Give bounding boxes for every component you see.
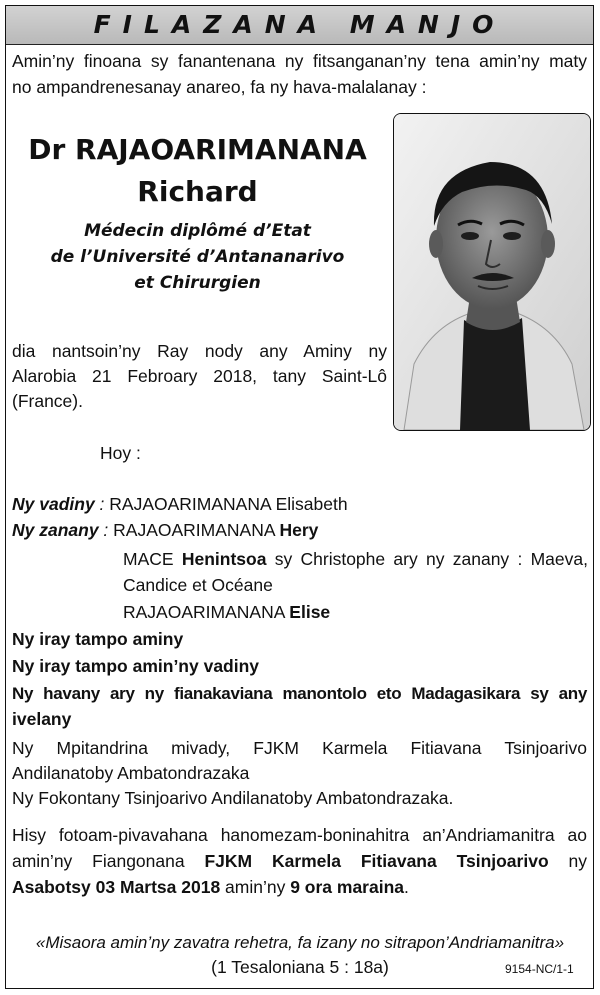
relatives-line-4b: Andilanatoby Ambatondrazaka xyxy=(12,763,250,783)
funeral-line-3-end: . xyxy=(404,877,409,897)
funeral-time: 9 ora maraina xyxy=(290,877,405,897)
deceased-portrait xyxy=(393,113,591,431)
funeral-line-2-pre: amin’ny Fiangonana xyxy=(12,851,205,871)
funeral-line-3 xyxy=(12,875,409,900)
child1-given: Hery xyxy=(279,520,319,540)
relatives-line-3a: Ny havany ary ny fianakaviana manontolo eto Madagasikara sy any xyxy=(12,684,587,703)
child2-line-2: Candice et Océane xyxy=(123,575,273,595)
relatives-line-4a: Ny Mpitandrina mivady, FJKM Karmela Fitiavana Tsinjoarivo xyxy=(12,738,587,758)
spouse-line xyxy=(12,492,348,517)
spouse-name: RAJAOARIMANANA Elisabeth xyxy=(109,494,348,514)
funeral-line-1: Hisy fotoam-pivavahana hanomezam-boninahitra an’Andriamanitra ao xyxy=(12,825,587,845)
child3-line xyxy=(123,600,330,625)
intro-line-2: no ampandrenesanay anareo, fa ny hava-malalanay : xyxy=(12,77,427,97)
children-label: Ny zanany xyxy=(12,520,99,540)
child3-surname: RAJAOARIMANANA xyxy=(123,602,290,622)
children-separator: : xyxy=(98,520,114,540)
funeral-line-2 xyxy=(12,849,587,874)
funeral-line-2-post: ny xyxy=(548,851,587,871)
relatives-line-5: Ny Fokontany Tsinjoarivo Andilanatoby Ambatondrazaka. xyxy=(12,788,454,808)
deceased-name-line-2: Richard xyxy=(137,175,258,208)
death-line-1: dia nantsoin’ny Ray nody any Aminy ny xyxy=(12,341,387,361)
child2-given: Henintsoa xyxy=(181,549,267,569)
death-line-3: (France). xyxy=(12,391,83,411)
notice-banner xyxy=(6,6,593,45)
child1-surname: RAJAOARIMANANA xyxy=(113,520,280,540)
church-name: FJKM Karmela Fitiavana Tsinjoarivo xyxy=(204,851,549,871)
funeral-line-3-mid: amin’ny xyxy=(220,877,291,897)
child2-line-1 xyxy=(123,547,588,572)
child2-surname: MACE xyxy=(123,549,182,569)
funeral-date: Asabotsy 03 Martsa 2018 xyxy=(12,877,221,897)
bible-verse: «Misaora amin’ny zavatra rehetra, fa izany no sitrapon’Andriamanitra» xyxy=(35,933,565,952)
bible-reference: (1 Tesaloniana 5 : 18a) xyxy=(211,957,389,977)
relatives-line-2: Ny iray tampo amin’ny vadiny xyxy=(12,656,260,676)
deceased-title-line-1: Médecin diplômé d’Etat xyxy=(84,221,311,241)
deceased-title-line-3: et Chirurgien xyxy=(134,273,261,293)
spouse-label: Ny vadiny xyxy=(12,494,95,514)
death-line-2: Alarobia 21 Febroary 2018, tany Saint-Lô xyxy=(12,366,387,386)
child3-given: Elise xyxy=(289,602,331,622)
deceased-name-line-1: Dr RAJAOARIMANANA xyxy=(28,133,367,166)
children-line xyxy=(12,518,318,543)
child2-rest: sy Christophe ary ny zanany : Maeva, xyxy=(266,549,588,569)
notice-reference-code: 9154-NC/1-1 xyxy=(505,962,574,976)
intro-line-1: Amin’ny finoana sy fanantenana ny fitsanganan’ny tena amin’ny maty xyxy=(12,51,587,71)
relatives-line-3b: ivelany xyxy=(12,709,72,729)
spouse-separator: : xyxy=(94,494,110,514)
hoy-label: Hoy : xyxy=(100,443,141,463)
notice-title: FILAZANA MANJO xyxy=(93,10,506,39)
deceased-title-line-2: de l’Université d’Antananarivo xyxy=(50,247,345,267)
relatives-line-1: Ny iray tampo aminy xyxy=(12,629,184,649)
